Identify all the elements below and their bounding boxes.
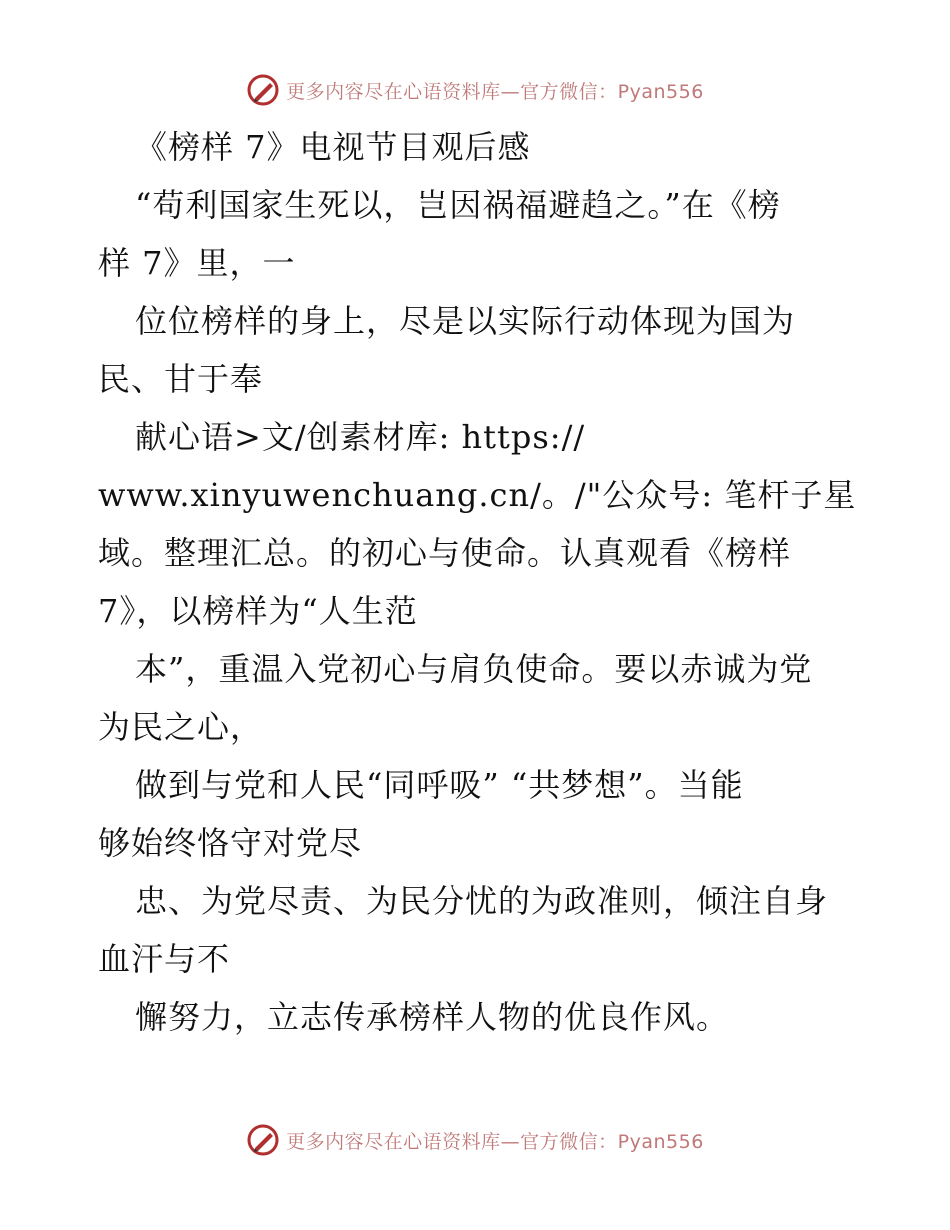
document-body bbox=[98, 118, 858, 1046]
pen-logo-icon bbox=[246, 1123, 280, 1157]
paragraph-line: 为民之心， bbox=[98, 708, 264, 746]
paragraph-line: 够始终恪守对党尽 bbox=[98, 824, 363, 862]
paragraph-line: 民、甘于奉 bbox=[98, 360, 264, 398]
paragraph-line: 位位榜样的身上，尽是以实际行动体现为国为 bbox=[135, 302, 796, 340]
paragraph-line: 本”，重温入党初心与肩负使命。要以赤诚为党 bbox=[135, 650, 813, 688]
paragraph-line: “苟利国家生死以，岂因祸福避趋之。”在《榜 bbox=[135, 186, 781, 224]
paragraph-line: 域。整理汇总。的初心与使命。认真观看《榜样 bbox=[98, 534, 792, 572]
paragraph-line: 做到与党和人民“同呼吸” “共梦想”。当能 bbox=[135, 766, 744, 804]
paragraph-line: 懈努力，立志传承榜样人物的优良作风。 bbox=[135, 998, 730, 1036]
footer-banner bbox=[0, 1118, 950, 1162]
paragraph-line: www.xinyuwenchuang.cn/。/"公众号: 笔杆子星 bbox=[98, 476, 857, 514]
paragraph-line: 忠、为党尽责、为民分忧的为政准则，倾注自身 bbox=[135, 882, 829, 920]
paragraph-line: 献心语>文/创素材库: https:// bbox=[135, 418, 586, 456]
header-banner-text: 更多内容尽在心语资料库—官方微信：Pyan556 bbox=[286, 80, 704, 103]
header-banner bbox=[0, 68, 950, 112]
paragraph-line: 7》，以榜样为“人生范 bbox=[98, 592, 418, 630]
footer-banner-text: 更多内容尽在心语资料库—官方微信：Pyan556 bbox=[286, 1130, 704, 1153]
document-title: 《榜样 7》电视节目观后感 bbox=[135, 128, 531, 166]
paragraph-line: 样 7》里，一 bbox=[98, 244, 296, 282]
paragraph-line: 血汗与不 bbox=[98, 940, 231, 978]
pen-logo-icon bbox=[246, 73, 280, 107]
